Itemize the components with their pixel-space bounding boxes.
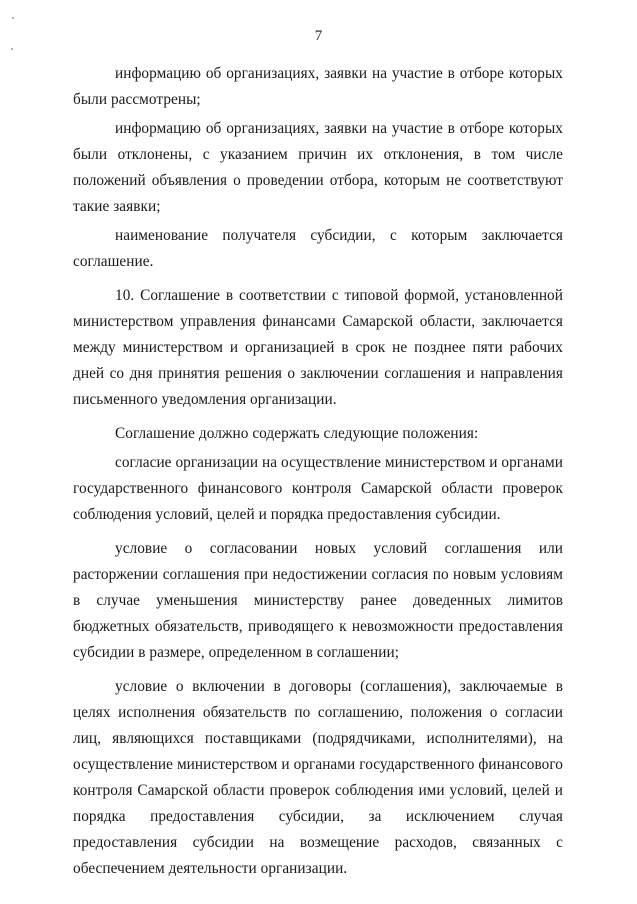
paragraph-recipient-name: наименование получателя субсидии, с которым заключается соглашение. — [73, 227, 563, 270]
scan-speck-1 — [12, 17, 14, 19]
paragraph-consent-to-inspections: согласие организации на осуществление министерством и органами государственного финансового контроля Самарской области проверок соблюдения условий, целей и порядка предоставления субсидии. — [73, 454, 563, 523]
page-number: 7 — [314, 28, 323, 44]
document-body — [73, 61, 563, 882]
paragraph-rejected-applications: информацию об организациях, заявки на участие в отборе которых были отклонены, с указанием причин их отклонения, в том числе положений объявления о проведении отбора, которым не соответствуют такие заявки; — [73, 120, 563, 215]
paragraph-new-conditions: условие о согласовании новых условий соглашения или расторжении соглашения при недостижении согласия по новым условиям в случае уменьшения министерству ранее доведенных лимитов бюджетных обязательств, приводящего к невозможности предоставления субсидии в размере, определенном в соглашении; — [73, 540, 563, 661]
paragraph-considered-applications: информацию об организациях, заявки на участие в отборе которых были рассмотрены; — [73, 65, 563, 108]
scan-speck-2 — [11, 48, 13, 50]
paragraph-contract-inclusion: условие о включении в договоры (соглашения), заключаемые в целях исполнения обязательств по соглашению, положения о согласии лиц, являющихся поставщиками (подрядчиками, исполнителями), на осуществление министерством и органами государственного финансового контроля Самарской области проверок соблюдения ими условий, целей и порядка предоставления субсидии, за исключением случая предоставления субсидии на возмещение расходов, связанных с обеспечением деятельности организации. — [73, 678, 563, 877]
paragraph-agreement-provisions-heading: Соглашение должно содержать следующие положения: — [115, 425, 479, 442]
paragraph-agreement-clause-10: 10. Соглашение в соответствии с типовой формой, установленной министерством управления финансами Самарской области, заключается между министерством и организацией в срок не позднее пяти рабочих дней со дня принятия решения о заключении соглашения и направления письменного уведомления организации. — [73, 287, 563, 408]
